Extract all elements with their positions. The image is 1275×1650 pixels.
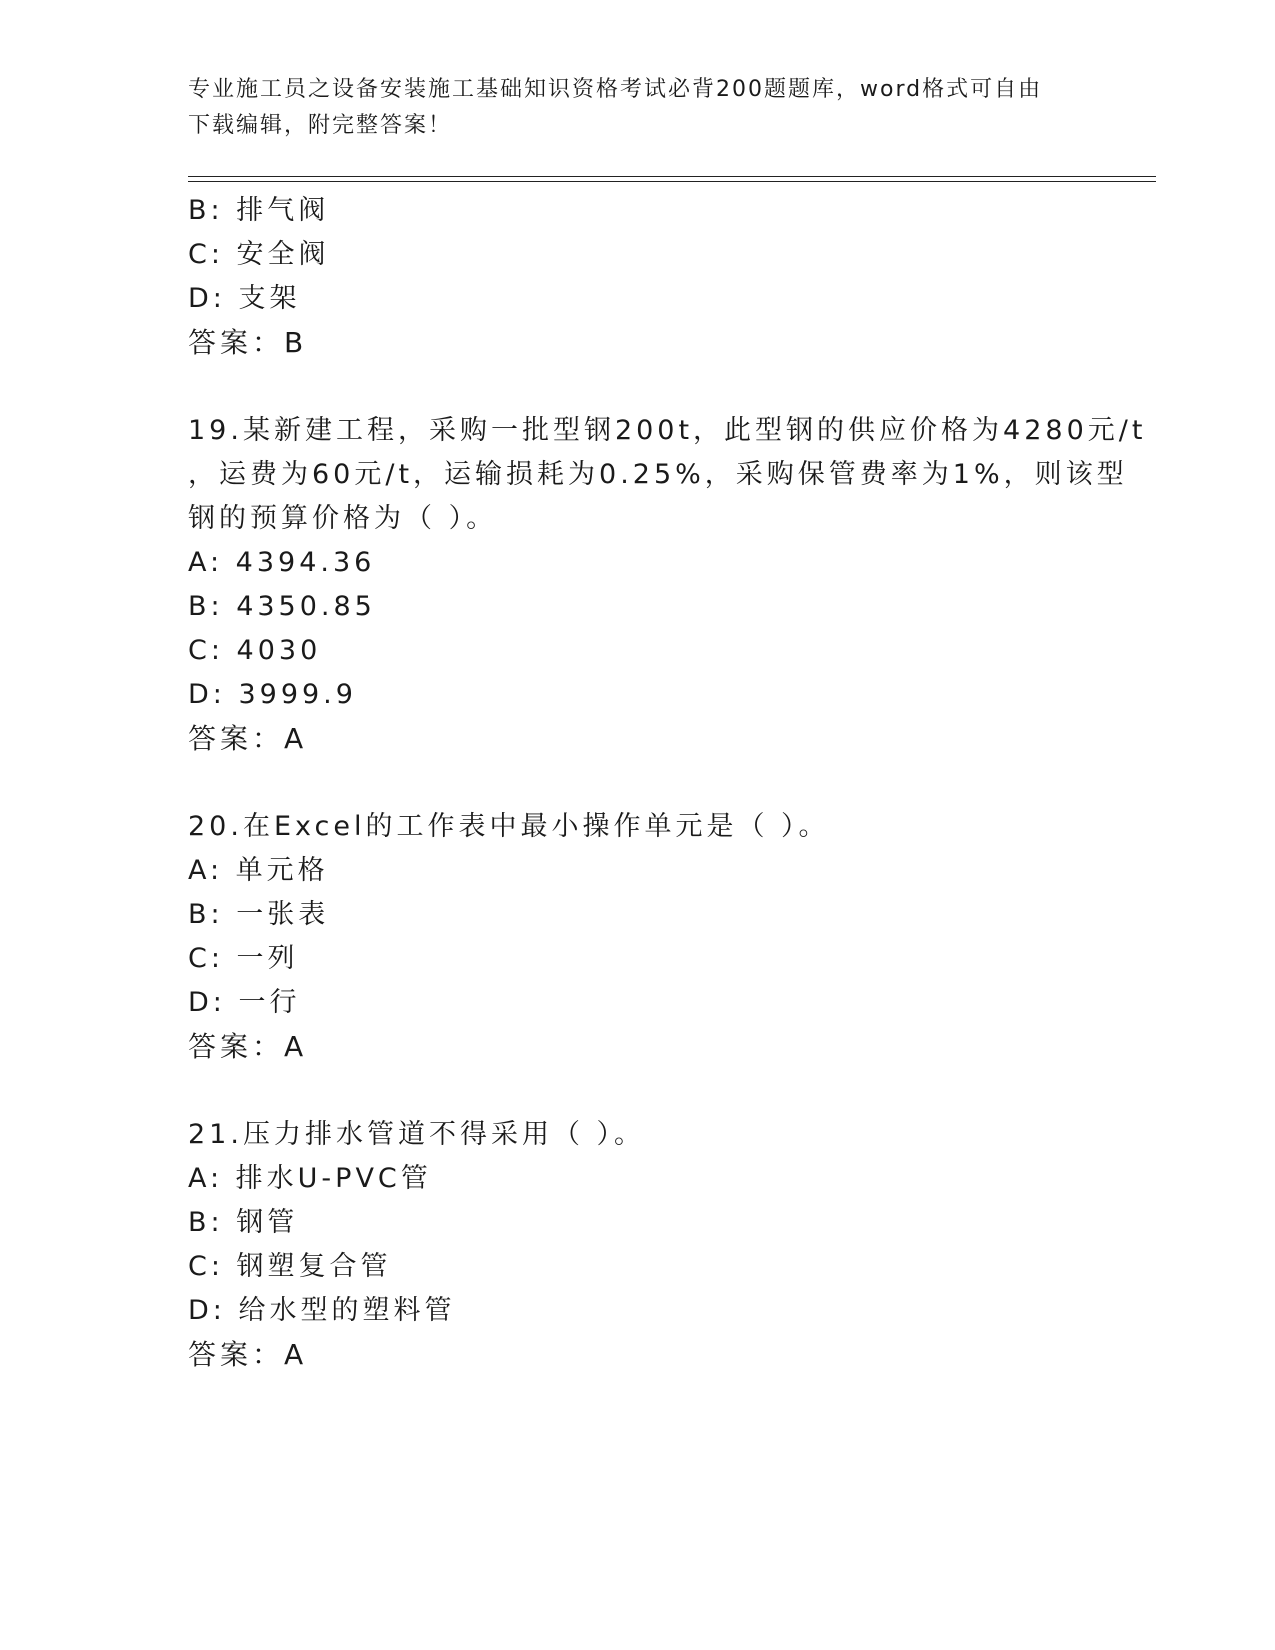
q20-option-a: A: 单元格 [188,855,329,886]
prev-option-b: B: 排气阀 [188,195,330,226]
q20-option-c: C: 一列 [188,943,299,974]
q21-option-a: A: 排水U-PVC管 [188,1163,432,1194]
header-line-1: 专业施工员之设备安装施工基础知识资格考试必背200题题库，word格式可自由 [188,77,1043,102]
q19-option-c: C: 4030 [188,635,322,666]
q21-answer: 答案：A [188,1338,308,1371]
document-header [188,72,1088,144]
q20-option-b: B: 一张表 [188,899,330,930]
q20-answer: 答案：A [188,1030,308,1063]
q19-answer: 答案：A [188,722,308,755]
q21-option-d: D: 给水型的塑料管 [188,1295,456,1326]
prev-option-c: C: 安全阀 [188,239,330,270]
q21-option-c: C: 钢塑复合管 [188,1251,392,1282]
header-rule-top [188,176,1156,177]
q19-option-b: B: 4350.85 [188,591,376,622]
q19-stem-line-1: 19.某新建工程，采购一批型钢200t，此型钢的供应价格为4280元/t [188,415,1147,446]
header-line-2: 下载编辑，附完整答案！ [188,113,453,138]
q19-option-d: D: 3999.9 [188,679,357,710]
prev-option-d: D: 支架 [188,283,301,314]
q19-option-a: A: 4394.36 [188,547,376,578]
q21-stem-line-1: 21.压力排水管道不得采用（ ）。 [188,1119,646,1150]
header-rule-bottom [188,181,1156,182]
q21-option-b: B: 钢管 [188,1207,299,1238]
q19-stem-line-2: ，运费为60元/t，运输损耗为0.25%，采购保管费率为1%，则该型 [188,459,1128,490]
q20-stem-line-1: 20.在Excel的工作表中最小操作单元是（ ）。 [188,811,830,842]
q20-option-d: D: 一行 [188,987,301,1018]
q19-stem-line-3: 钢的预算价格为（ ）。 [188,503,498,534]
prev-answer: 答案：B [188,326,308,359]
